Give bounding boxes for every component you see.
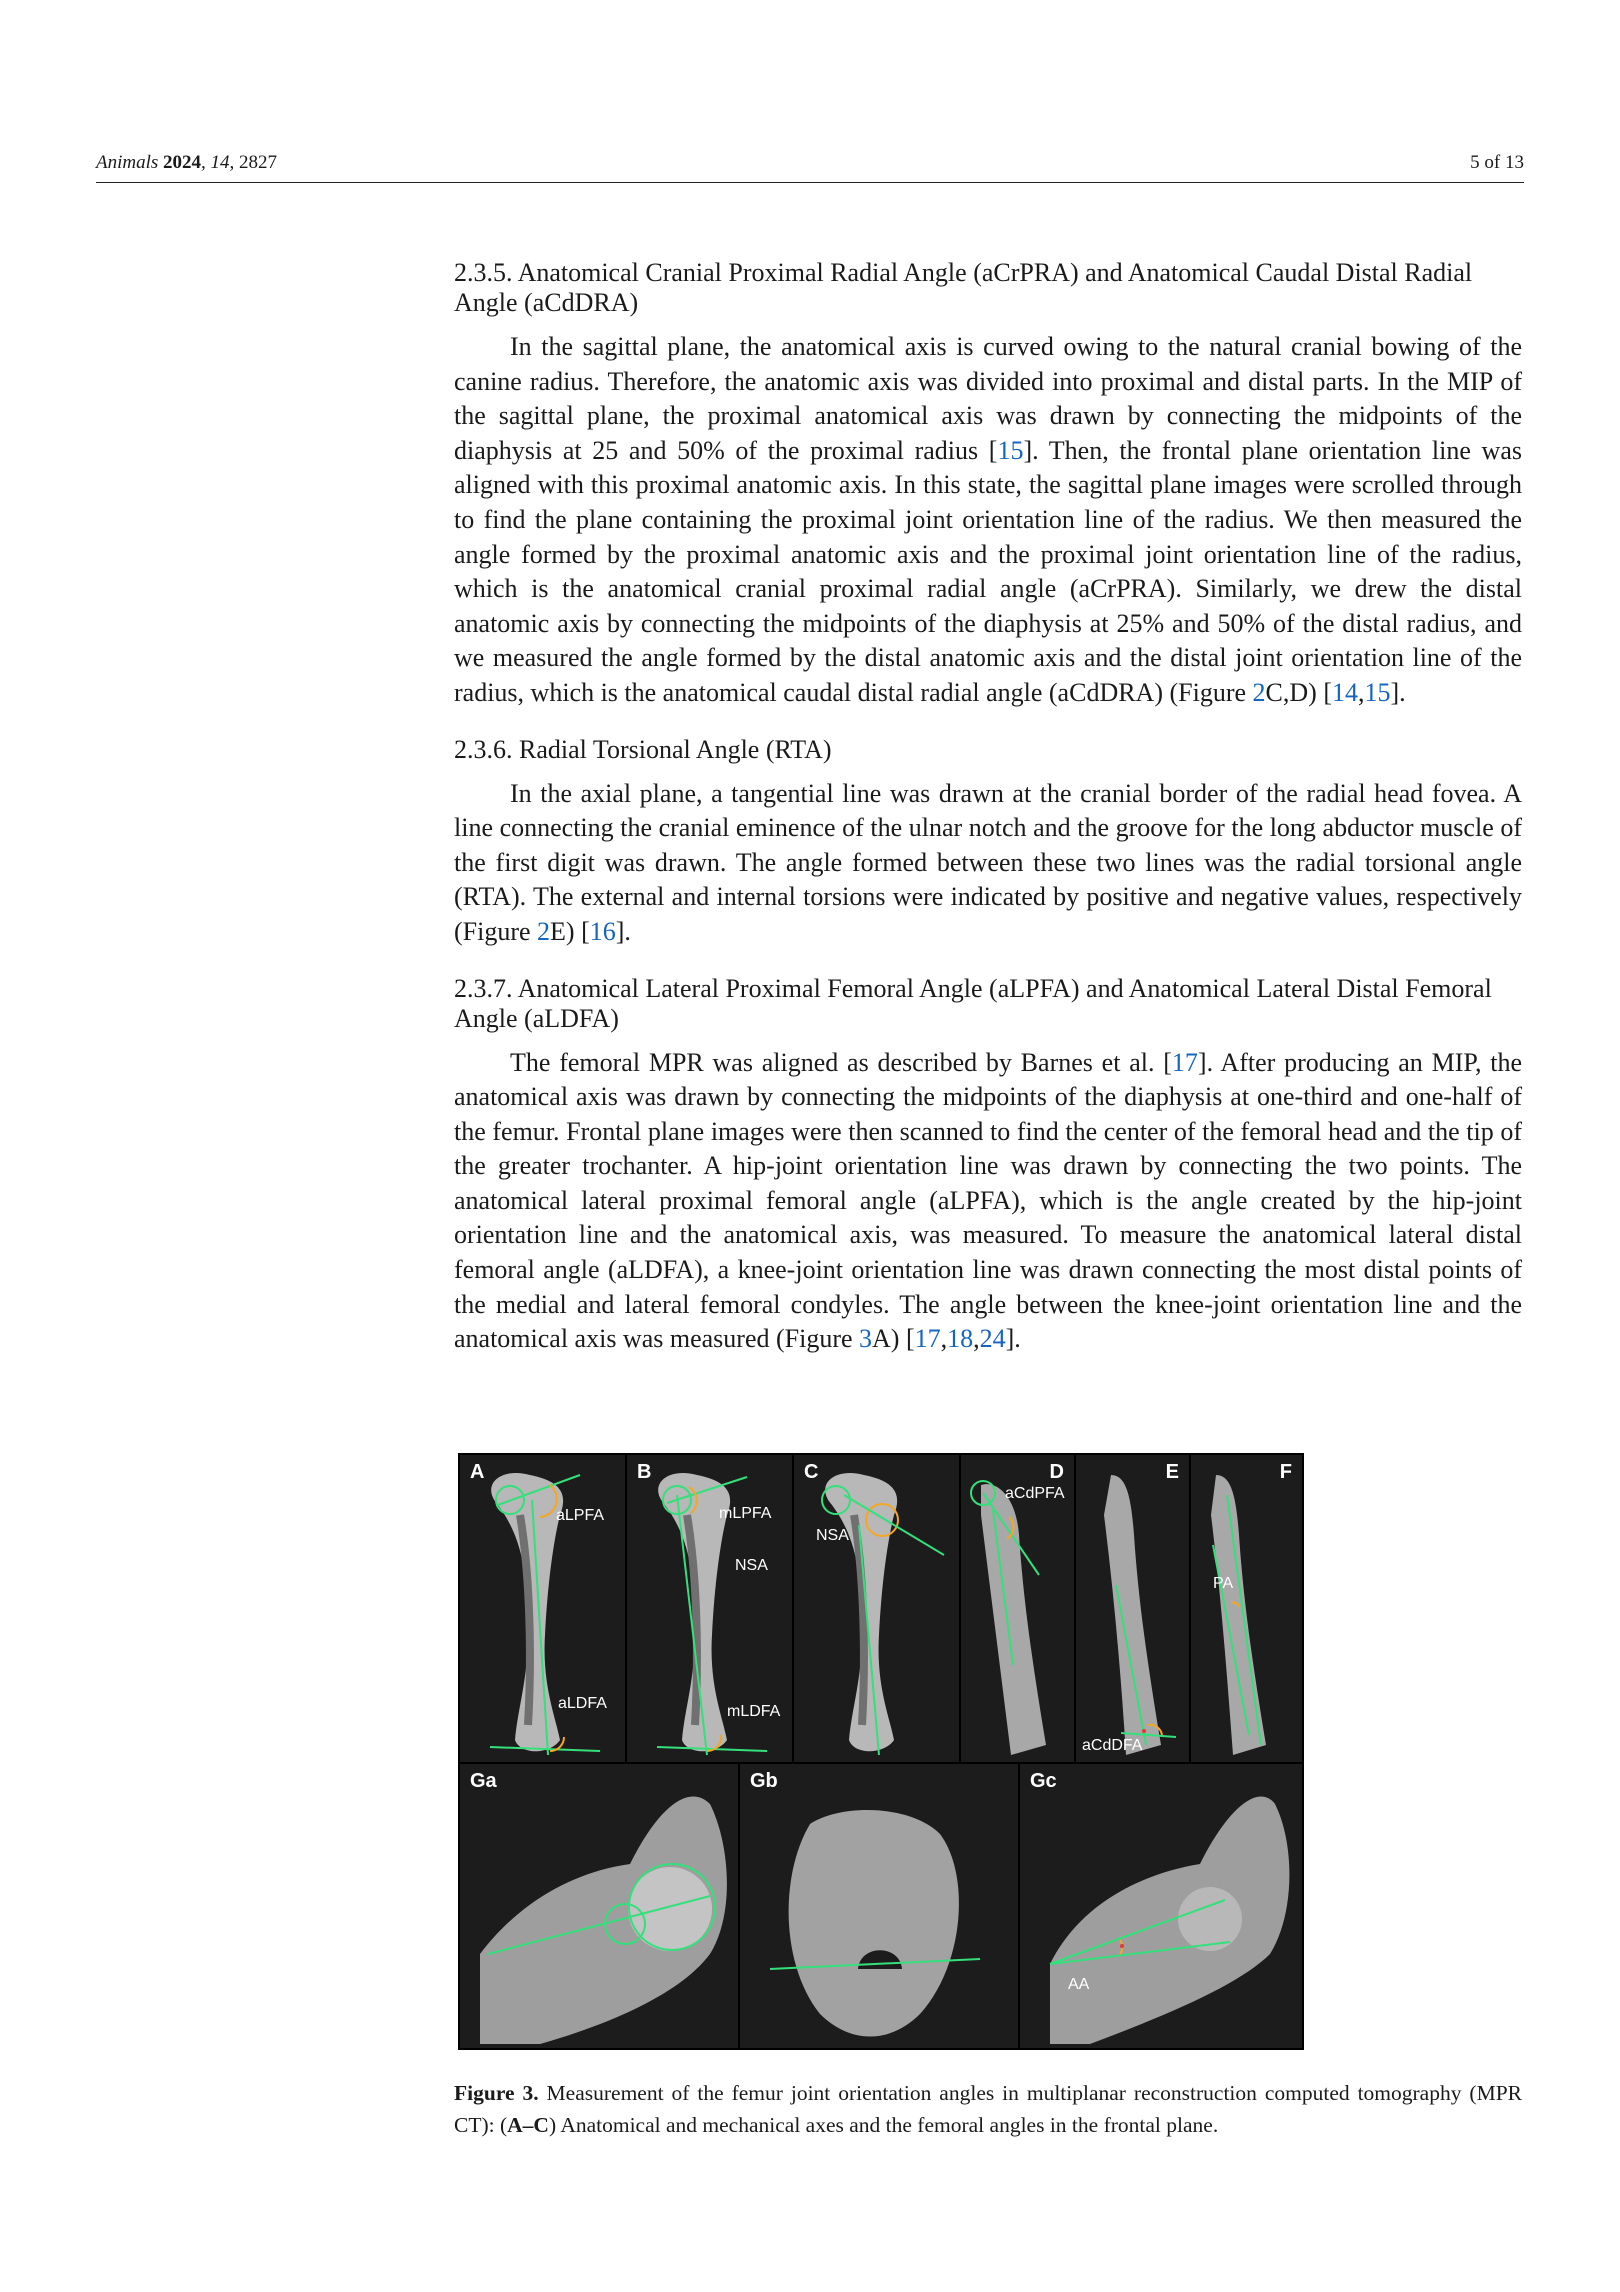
- panel-label: Ga: [470, 1770, 497, 1792]
- citation-link[interactable]: 18: [947, 1324, 974, 1354]
- section-title-2-3-6: 2.3.6. Radial Torsional Angle (RTA): [454, 734, 832, 764]
- angle-label: NSA: [816, 1527, 849, 1544]
- panel-gc: [1020, 1764, 1302, 2048]
- citation-link[interactable]: 15: [997, 435, 1024, 465]
- citation-link[interactable]: 17: [1171, 1047, 1198, 1077]
- figure-link[interactable]: 2: [1252, 677, 1266, 707]
- figure-caption: Figure 3. Measurement of the femur joint orientation angles in multiplanar reconstruction computed tomography (MPR CT): (A–C) Anatomical and mechanical axes and the femoral angles in the frontal plane.: [454, 2081, 1522, 2137]
- page-number: 5 of 13: [1470, 152, 1524, 173]
- figure-link[interactable]: 2: [537, 916, 551, 946]
- femur-axial-ct-image: [740, 1764, 1018, 2048]
- angle-label: NSA: [735, 1557, 768, 1574]
- section-title-2-3-7: 2.3.7. Anatomical Lateral Proximal Femoral Angle (aLPFA) and Anatomical Lateral Distal Femoral Angle (aLDFA): [454, 973, 1492, 1033]
- angle-label: mLPFA: [719, 1505, 772, 1522]
- femur-ct-image: [1076, 1455, 1189, 1762]
- femur-axial-ct-image: [1020, 1764, 1302, 2048]
- angle-label: aLPFA: [556, 1507, 605, 1524]
- femur-ct-image: [460, 1455, 625, 1762]
- main-content: [454, 258, 1522, 1381]
- figure-link[interactable]: 3: [859, 1324, 873, 1354]
- panel-e: [1076, 1455, 1189, 1762]
- panel-label: B: [637, 1461, 652, 1483]
- running-header: [96, 150, 1524, 183]
- journal-citation: Animals 2024, 14, 2827: [96, 152, 278, 173]
- femur-ct-image: [794, 1455, 959, 1762]
- panel-f: [1191, 1455, 1302, 1762]
- citation-link[interactable]: 15: [1364, 677, 1391, 707]
- paragraph-2-3-7: The femoral MPR was aligned as described by Barnes et al. [17]. After producing an MIP, the anatomical axis was drawn by connecting the midpoints of the diaphysis at one-third and one-half of the femur. Frontal plane images were then scanned to find the center of the femoral head and the tip of the greater trochanter. A hip-joint orientation line was drawn by connecting the two points. The anatomical lateral proximal femoral angle (aLPFA), which is the angle created by the hip-joint orientation line and the anatomical axis, was measured. To measure the anatomical lateral distal femoral angle (aLDFA), a knee-joint orientation line was drawn connecting the most distal points of the medial and lateral femoral condyles. The angle between the knee-joint orientation line and the anatomical axis was measured (Figure 3A) [17,18,24].: [454, 1047, 1522, 1354]
- panel-label: D: [1049, 1461, 1064, 1483]
- figure-3-image: [458, 1453, 1304, 2050]
- panel-a: [460, 1455, 625, 1762]
- citation-link[interactable]: 17: [914, 1324, 941, 1354]
- panel-label: E: [1165, 1461, 1179, 1483]
- femur-ct-image: [1191, 1455, 1302, 1762]
- angle-label: PA: [1213, 1575, 1234, 1592]
- paragraph-2-3-6: In the axial plane, a tangential line was drawn at the cranial border of the radial head fovea. A line connecting the cranial eminence of the ulnar notch and the groove for the long abductor muscle of the first digit was drawn. The angle formed between these two lines was the radial torsional angle (RTA). The external and internal torsions were indicated by positive and negative values, respectively (Figure 2E) [16].: [454, 778, 1522, 946]
- panel-b: [627, 1455, 792, 1762]
- citation-link[interactable]: 24: [979, 1324, 1006, 1354]
- panel-label: F: [1279, 1461, 1292, 1483]
- citation-link[interactable]: 16: [589, 916, 616, 946]
- panel-label: Gb: [750, 1770, 778, 1792]
- angle-label: aCdPFA: [1005, 1485, 1065, 1502]
- panel-c: [794, 1455, 959, 1762]
- angle-label: aLDFA: [558, 1695, 607, 1712]
- angle-label: mLDFA: [727, 1703, 781, 1720]
- panel-label: C: [804, 1461, 819, 1483]
- panel-gb: [740, 1764, 1018, 2048]
- paragraph-2-3-5: In the sagittal plane, the anatomical axis is curved owing to the natural cranial bowing of the canine radius. Therefore, the anatomic axis was divided into proximal and distal parts. In the MIP of the sagittal plane, the proximal anatomical axis was drawn by connecting the midpoints of the diaphysis at 25 and 50% of the proximal radius [15]. Then, the frontal plane orientation line was aligned with this proximal anatomic axis. In this state, the sagittal plane images were scrolled through to find the plane containing the proximal joint orientation line of the radius. We then measured the angle formed by the proximal anatomic axis and the proximal joint orientation line of the radius, which is the anatomical cranial proximal radial angle (aCrPRA). Similarly, we drew the distal anatomic axis by connecting the midpoints of the diaphysis at 25% and 50% of the distal radius, and we measured the angle formed by the distal anatomic axis and the distal joint orientation line of the radius, which is the anatomical caudal distal radial angle (aCdDRA) (Figure 2C,D) [14,15].: [454, 332, 1522, 707]
- citation-link[interactable]: 14: [1331, 677, 1358, 707]
- angle-label: aCdDFA: [1082, 1737, 1143, 1754]
- panel-label: A: [470, 1461, 485, 1483]
- angle-label: AA: [1068, 1976, 1090, 1993]
- panel-label: Gc: [1030, 1770, 1057, 1792]
- femur-axial-ct-image: [460, 1764, 738, 2048]
- panel-ga: [460, 1764, 738, 2048]
- section-title-2-3-5: 2.3.5. Anatomical Cranial Proximal Radial Angle (aCrPRA) and Anatomical Caudal Distal Radial Angle (aCdDRA): [454, 258, 1473, 317]
- panel-d: [961, 1455, 1074, 1762]
